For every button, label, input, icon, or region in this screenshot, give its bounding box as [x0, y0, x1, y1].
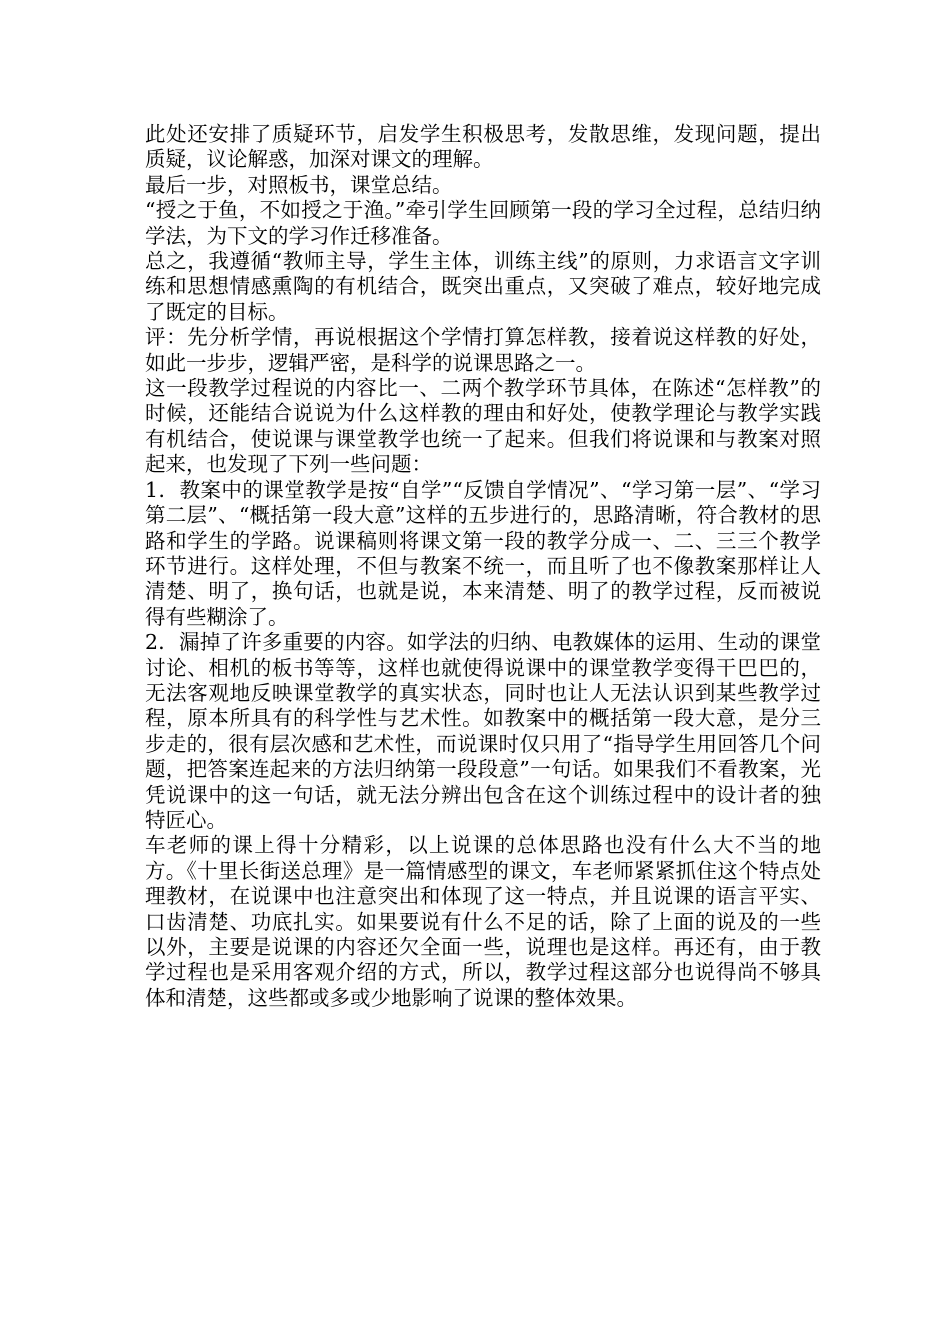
paragraph-teaching-process: 这一段教学过程说的内容比一、二两个教学环节具体，在陈述“怎样教”的时候，还能结合说说为什么这样教的理由和好处，使教学理论与教学实践有机结合，使说课与课堂教学也统一了起来。但我们将说课和与教案对照起来，也发现了下列一些问题： — [145, 376, 821, 477]
paragraph-teach-to-fish: “授之于鱼，不如授之于渔。”牵引学生回顾第一段的学习全过程，总结归纳学法，为下文的学习作迁移准备。 — [145, 198, 821, 248]
paragraph-questioning-stage: 此处还安排了质疑环节，启发学生积极思考，发散思维，发现问题，提出质疑，议论解惑，加深对课文的理解。 — [145, 122, 821, 172]
paragraph-summary-principle: 总之，我遵循“教师主导，学生主体，训练主线”的原则，力求语言文字训练和思想情感熏陶的有机结合，既突出重点，又突破了难点，较好地完成了既定的目标。 — [145, 249, 821, 324]
paragraph-comment-analysis: 评：先分析学情，再说根据这个学情打算怎样教，接着说这样教的好处，如此一步步，逻辑严密，是科学的说课思路之一。 — [145, 325, 821, 375]
paragraph-issue-2: 2．漏掉了许多重要的内容。如学法的归纳、电教媒体的运用、生动的课堂讨论、相机的板书等等，这样也就使得说课中的课堂教学变得干巴巴的，无法客观地反映课堂教学的真实状态，同时也让人无法认识到某些教学过程，原本所具有的科学性与艺术性。如教案中的概括第一段大意，是分三步走的，很有层次感和艺术性，而说课时仅只用了“指导学生用回答几个问题，把答案连起来的方法归纳第一段段意”一句话。如果我们不看教案，光凭说课中的这一句话，就无法分辨出包含在这个训练过程中的设计者的独特匠心。 — [145, 630, 821, 832]
paragraph-issue-1: 1．教案中的课堂教学是按“自学”“反馈自学情况”、“学习第一层”、“学习第二层”、“概括第一段大意”这样的五步进行的，思路清晰，符合教材的思路和学生的学路。说课稿则将课文第一段的教学分成一、二、三三个教学环节进行。这样处理，不但与教案不统一，而且听了也不像教案那样让人清楚、明了，换句话，也就是说，本来清楚、明了的教学过程，反而被说得有些糊涂了。 — [145, 477, 821, 629]
document-body — [145, 122, 821, 1011]
paragraph-final-step: 最后一步，对照板书，课堂总结。 — [145, 172, 453, 197]
paragraph-conclusion: 车老师的课上得十分精彩，以上说课的总体思路也没有什么大不当的地方。《十里长街送总理》是一篇情感型的课文，车老师紧紧抓住这个特点处理教材，在说课中也注意突出和体现了这一特点，并且说课的语言平实、口齿清楚、功底扎实。如果要说有什么不足的话，除了上面的说及的一些以外，主要是说课的内容还欠全面一些，说理也是这样。再还有，由于教学过程也是采用客观介绍的方式，所以，教学过程这部分也说得尚不够具体和清楚，这些都或多或少地影响了说课的整体效果。 — [145, 833, 821, 1010]
